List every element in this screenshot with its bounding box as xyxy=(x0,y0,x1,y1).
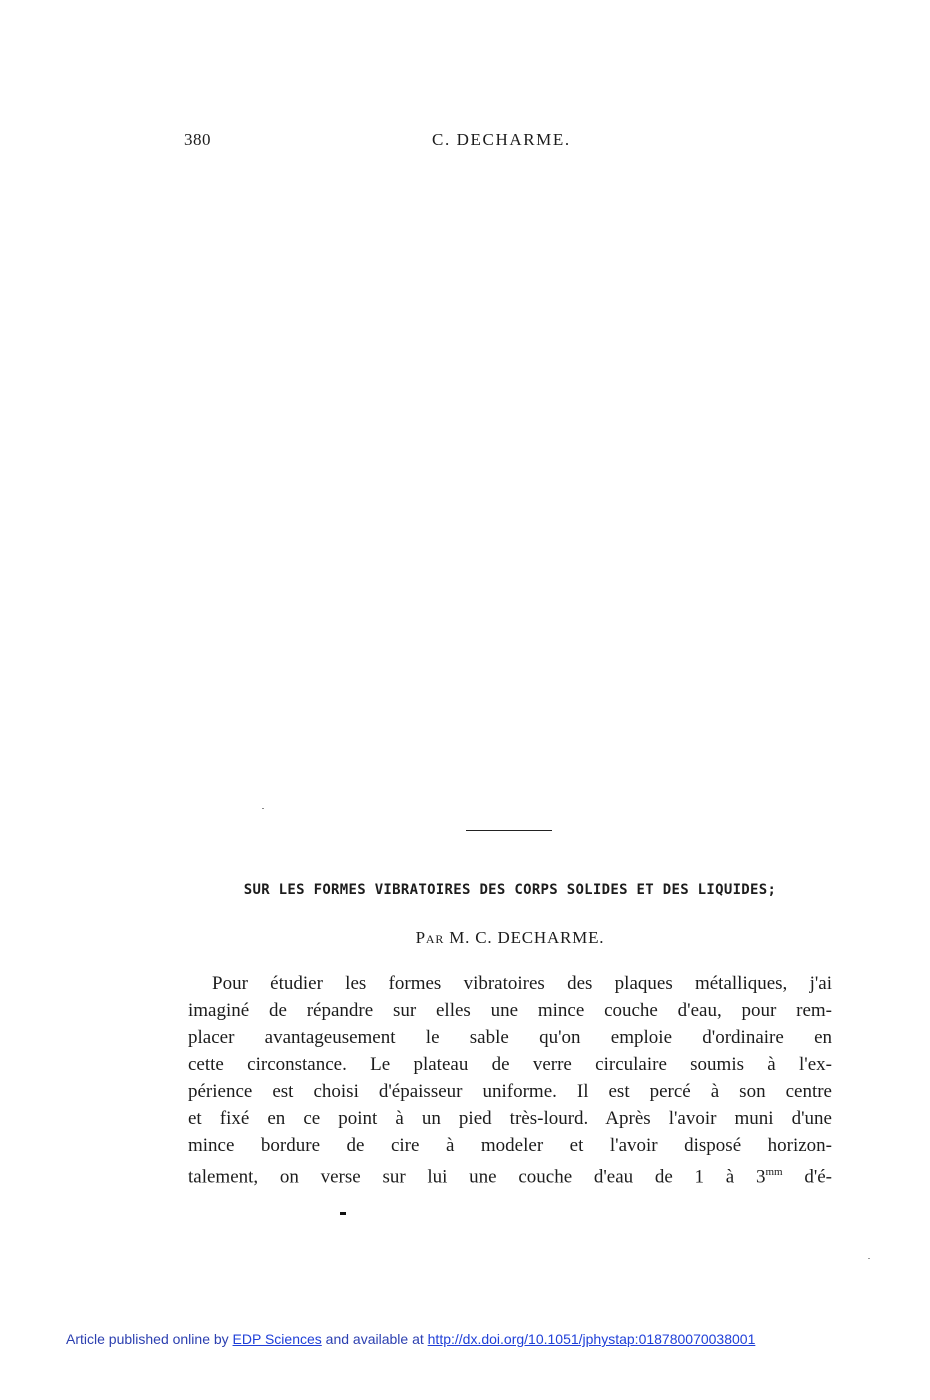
last-line-start: talement, on verse sur lui une couche d'eau de 1 à 3 xyxy=(188,1166,766,1188)
body-line: mince bordure de cire à modeler et l'avoir disposé horizon- xyxy=(188,1135,832,1156)
body-line: périence est choisi d'épaisseur uniforme. Il est percé à son centre xyxy=(188,1081,832,1102)
footer-text-middle: and available at xyxy=(321,1331,428,1347)
doi-link[interactable]: http://dx.doi.org/10.1051/jphystap:018780070038001 xyxy=(427,1331,756,1347)
footer-text-before: Article published online by xyxy=(66,1331,233,1347)
body-line-last xyxy=(188,1159,832,1190)
stray-dot xyxy=(262,808,264,809)
body-line: et fixé en ce point à un pied très-lourd. Après l'avoir muni d'une xyxy=(188,1108,832,1129)
footer xyxy=(66,1331,755,1347)
running-head: C. DECHARME. xyxy=(432,130,571,149)
section-rule xyxy=(466,830,552,831)
unit-superscript: mm xyxy=(765,1166,783,1178)
body-line: cette circonstance. Le plateau de verre circulaire soumis à l'ex- xyxy=(188,1054,832,1075)
byline-name: M. C. DECHARME. xyxy=(449,928,605,947)
byline-prefix: Par xyxy=(415,928,445,947)
stray-mark xyxy=(340,1212,346,1215)
stray-dot-right xyxy=(868,1258,870,1259)
publisher-link[interactable]: EDP Sciences xyxy=(232,1331,322,1347)
body-line: Pour étudier les formes vibratoires des plaques métalliques, j'ai xyxy=(212,973,832,994)
byline xyxy=(190,928,830,948)
last-line-end: d'é- xyxy=(782,1166,833,1188)
body-line: placer avantageusement le sable qu'on emploie d'ordinaire en xyxy=(188,1027,832,1048)
body-text xyxy=(188,970,832,1190)
page-number: 380 xyxy=(184,130,211,149)
body-line: imaginé de répandre sur elles une mince couche d'eau, pour rem- xyxy=(188,1000,832,1021)
article-title: SUR LES FORMES VIBRATOIRES DES CORPS SOLIDES ET DES LIQUIDES; xyxy=(243,882,777,898)
